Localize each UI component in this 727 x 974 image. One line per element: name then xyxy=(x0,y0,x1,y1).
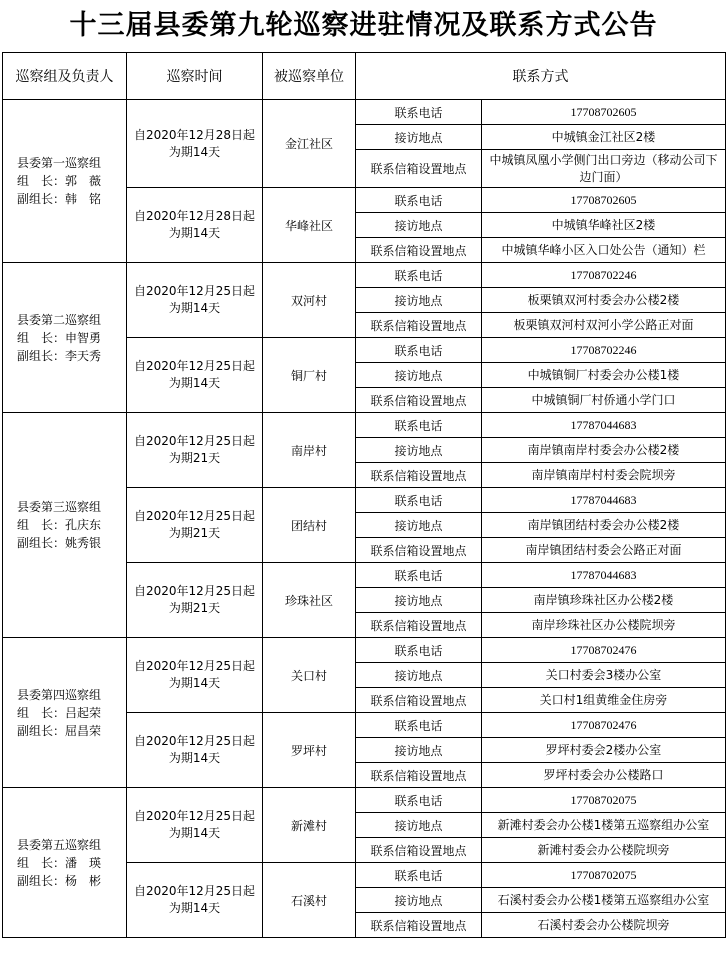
group-deputy: 副组长：韩 铭 xyxy=(17,192,102,206)
group-deputy: 副组长：杨 彬 xyxy=(17,873,102,888)
contact-phone: 17708702075 xyxy=(482,788,726,813)
group-leader: 组 长：申智勇 xyxy=(17,330,102,345)
header-unit: 被巡察单位 xyxy=(263,53,356,100)
group-name: 县委第二巡察组 xyxy=(17,312,102,327)
contact-value: 中城镇铜厂村委会办公楼1楼 xyxy=(482,363,726,388)
contact-label: 接访地点 xyxy=(356,438,482,463)
contact-value: 南岸镇南岸村委会办公楼2楼 xyxy=(482,438,726,463)
contact-label: 接访地点 xyxy=(356,363,482,388)
contact-label: 联系电话 xyxy=(356,338,482,363)
table-row xyxy=(3,788,726,813)
inspection-time1: 自2020年12月25日起 xyxy=(133,434,256,448)
contact-phone: 17787044683 xyxy=(482,488,726,513)
contact-value: 新滩村委会办公楼1楼第五巡察组办公室 xyxy=(482,813,726,838)
contact-label: 接访地点 xyxy=(356,813,482,838)
contact-label: 联系信箱设置地点 xyxy=(356,913,482,938)
contact-value: 新滩村委会办公楼院坝旁 xyxy=(482,838,726,863)
contact-value: 中城镇华峰小区入口处公告（通知）栏 xyxy=(482,238,726,263)
contact-value: 中城镇华峰社区2楼 xyxy=(482,213,726,238)
inspected-unit: 华峰社区 xyxy=(263,188,356,263)
group-name: 县委第五巡察组 xyxy=(17,837,102,852)
contact-label: 联系电话 xyxy=(356,563,482,588)
contact-phone: 17787044683 xyxy=(482,563,726,588)
table-row xyxy=(3,100,726,125)
inspection-time2: 为期21天 xyxy=(168,601,221,615)
contact-label: 联系信箱设置地点 xyxy=(356,313,482,338)
inspected-unit: 金江社区 xyxy=(263,100,356,188)
inspection-time-cell xyxy=(127,338,263,413)
contact-value: 石溪村委会办公楼1楼第五巡察组办公室 xyxy=(482,888,726,913)
contact-label: 联系电话 xyxy=(356,788,482,813)
contact-value: 关口村委会3楼办公室 xyxy=(482,663,726,688)
inspection-table xyxy=(2,52,726,938)
contact-value: 石溪村委会办公楼院坝旁 xyxy=(482,913,726,938)
group-leader: 组 长：郭 薇 xyxy=(17,174,102,188)
contact-label: 联系电话 xyxy=(356,188,482,213)
contact-value: 南岸镇团结村委会公路正对面 xyxy=(482,538,726,563)
inspected-unit: 团结村 xyxy=(263,488,356,563)
contact-label: 联系信箱设置地点 xyxy=(356,838,482,863)
contact-label: 接访地点 xyxy=(356,888,482,913)
contact-value: 中城镇凤凰小学侧门出口旁边（移动公司下边门面） xyxy=(482,150,726,188)
inspected-unit: 罗坪村 xyxy=(263,713,356,788)
inspected-unit: 关口村 xyxy=(263,638,356,713)
contact-label: 联系信箱设置地点 xyxy=(356,388,482,413)
inspection-time2: 为期21天 xyxy=(168,526,221,540)
group-leader: 组 长：潘 瑛 xyxy=(17,855,102,870)
contact-label: 联系电话 xyxy=(356,488,482,513)
contact-value: 南岸镇珍珠社区办公楼2楼 xyxy=(482,588,726,613)
contact-label: 联系信箱设置地点 xyxy=(356,463,482,488)
group-leader: 组 长：吕起荣 xyxy=(17,705,102,720)
inspected-unit: 新滩村 xyxy=(263,788,356,863)
inspection-time1: 自2020年12月25日起 xyxy=(133,734,256,748)
inspection-time1: 自2020年12月25日起 xyxy=(133,584,256,598)
inspection-time2: 为期14天 xyxy=(168,826,221,840)
header-row xyxy=(3,53,726,100)
contact-label: 接访地点 xyxy=(356,513,482,538)
inspection-time-cell xyxy=(127,863,263,938)
contact-phone: 17708702605 xyxy=(482,188,726,213)
contact-label: 接访地点 xyxy=(356,663,482,688)
contact-label: 联系信箱设置地点 xyxy=(356,538,482,563)
inspection-time1: 自2020年12月25日起 xyxy=(133,284,256,298)
inspection-time-cell xyxy=(127,638,263,713)
contact-label: 联系信箱设置地点 xyxy=(356,613,482,638)
inspection-time-cell xyxy=(127,563,263,638)
contact-label: 接访地点 xyxy=(356,738,482,763)
contact-label: 联系信箱设置地点 xyxy=(356,763,482,788)
inspection-time-cell xyxy=(127,188,263,263)
inspected-unit: 南岸村 xyxy=(263,413,356,488)
contact-label: 接访地点 xyxy=(356,213,482,238)
contact-value: 南岸镇团结村委会办公楼2楼 xyxy=(482,513,726,538)
contact-label: 联系电话 xyxy=(356,713,482,738)
table-row xyxy=(3,263,726,288)
contact-value: 中城镇金江社区2楼 xyxy=(482,125,726,150)
contact-phone: 17708702075 xyxy=(482,863,726,888)
inspection-time-cell xyxy=(127,488,263,563)
group-deputy: 副组长：姚秀银 xyxy=(17,536,102,550)
contact-value: 中城镇铜厂村侨通小学门口 xyxy=(482,388,726,413)
inspection-time2: 为期14天 xyxy=(168,901,221,915)
inspection-time2: 为期14天 xyxy=(168,376,221,390)
contact-label: 联系电话 xyxy=(356,863,482,888)
contact-phone: 17708702246 xyxy=(482,263,726,288)
contact-value: 板栗镇双河村双河小学公路正对面 xyxy=(482,313,726,338)
inspection-time2: 为期14天 xyxy=(168,301,221,315)
contact-value: 罗坪村委会办公楼路口 xyxy=(482,763,726,788)
table-body xyxy=(3,100,726,938)
group-cell xyxy=(3,263,127,413)
contact-label: 接访地点 xyxy=(356,288,482,313)
group-cell xyxy=(3,413,127,638)
group-deputy: 副组长：李天秀 xyxy=(17,348,102,363)
inspected-unit: 铜厂村 xyxy=(263,338,356,413)
header-contact: 联系方式 xyxy=(356,53,726,100)
contact-label: 接访地点 xyxy=(356,588,482,613)
group-cell xyxy=(3,100,127,263)
inspection-time-cell xyxy=(127,413,263,488)
contact-value: 南岸镇南岸村村委会院坝旁 xyxy=(482,463,726,488)
table-row xyxy=(3,638,726,663)
inspected-unit: 石溪村 xyxy=(263,863,356,938)
group-cell xyxy=(3,788,127,938)
inspection-time-cell xyxy=(127,788,263,863)
contact-label: 联系电话 xyxy=(356,263,482,288)
inspection-time2: 为期14天 xyxy=(168,676,221,690)
inspection-time1: 自2020年12月28日起 xyxy=(133,127,256,142)
contact-label: 联系电话 xyxy=(356,413,482,438)
header-group: 巡察组及负责人 xyxy=(3,53,127,100)
contact-phone: 17708702605 xyxy=(482,100,726,125)
group-name: 县委第四巡察组 xyxy=(17,687,102,702)
group-name: 县委第一巡察组 xyxy=(17,156,102,170)
page-title: 十三届县委第九轮巡察进驻情况及联系方式公告 xyxy=(69,10,658,41)
inspected-unit: 双河村 xyxy=(263,263,356,338)
contact-value: 关口村1组黄维金住房旁 xyxy=(482,688,726,713)
table-row xyxy=(3,413,726,438)
contact-phone: 17787044683 xyxy=(482,413,726,438)
inspection-time1: 自2020年12月25日起 xyxy=(133,659,256,673)
inspection-time1: 自2020年12月25日起 xyxy=(133,884,256,898)
contact-label: 联系信箱设置地点 xyxy=(356,150,482,188)
contact-label: 联系信箱设置地点 xyxy=(356,688,482,713)
contact-phone: 17708702476 xyxy=(482,638,726,663)
inspection-time2: 为期14天 xyxy=(168,751,221,765)
inspection-time2: 为期21天 xyxy=(168,451,221,465)
contact-value: 南岸珍珠社区办公楼院坝旁 xyxy=(482,613,726,638)
inspection-time-cell xyxy=(127,263,263,338)
inspection-time-cell xyxy=(127,713,263,788)
contact-value: 板栗镇双河村委会办公楼2楼 xyxy=(482,288,726,313)
group-deputy: 副组长：屈昌荣 xyxy=(17,723,102,738)
header-time: 巡察时间 xyxy=(127,53,263,100)
contact-value: 罗坪村委会2楼办公室 xyxy=(482,738,726,763)
group-cell xyxy=(3,638,127,788)
inspected-unit: 珍珠社区 xyxy=(263,563,356,638)
contact-label: 联系信箱设置地点 xyxy=(356,238,482,263)
inspection-time-cell xyxy=(127,100,263,188)
inspection-time1: 自2020年12月25日起 xyxy=(133,509,256,523)
contact-label: 联系电话 xyxy=(356,638,482,663)
group-leader: 组 长：孔庆东 xyxy=(17,518,102,532)
contact-label: 接访地点 xyxy=(356,125,482,150)
inspection-time1: 自2020年12月25日起 xyxy=(133,359,256,373)
contact-phone: 17708702246 xyxy=(482,338,726,363)
inspection-time2: 为期14天 xyxy=(168,226,221,240)
contact-label: 联系电话 xyxy=(356,100,482,125)
inspection-time1: 自2020年12月28日起 xyxy=(133,209,256,223)
group-name: 县委第三巡察组 xyxy=(17,500,102,514)
contact-phone: 17708702476 xyxy=(482,713,726,738)
inspection-time1: 自2020年12月25日起 xyxy=(133,809,256,823)
inspection-time2: 为期14天 xyxy=(168,144,221,159)
